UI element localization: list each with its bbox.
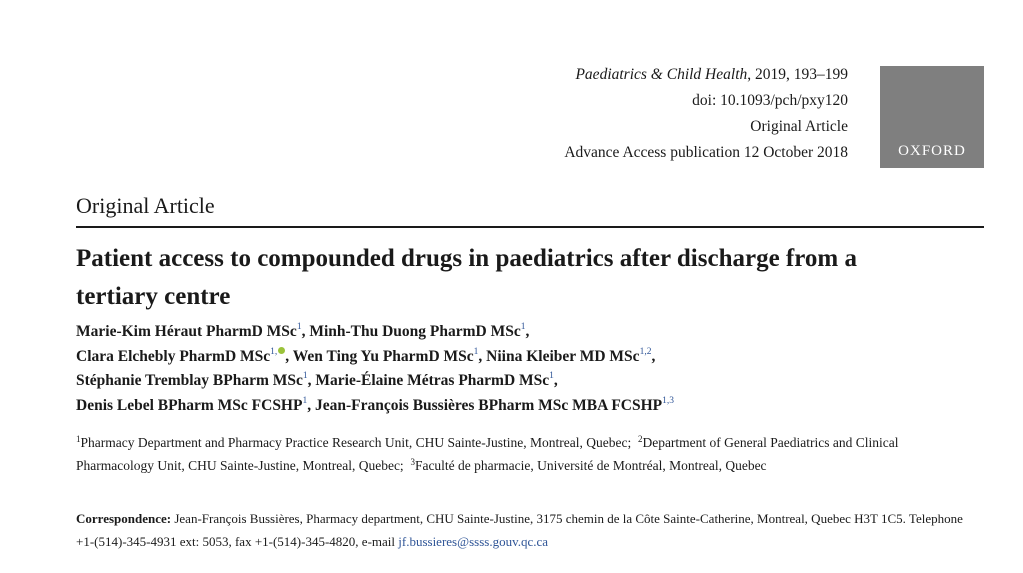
affiliation-ref[interactable]: 1, — [270, 346, 278, 357]
journal-citation — [564, 62, 848, 88]
doi[interactable]: doi: 10.1093/pch/pxy120 — [692, 92, 848, 109]
publisher-name: OXFORD — [898, 143, 966, 159]
correspondence-label: Correspondence: — [76, 511, 172, 526]
author: Marie-Élaine Métras PharmD MSc — [315, 372, 550, 389]
article-title: Patient access to compounded drugs in paediatrics after discharge from a tertiary centre — [76, 245, 857, 310]
author: Stéphanie Tremblay BPharm MSc — [76, 372, 303, 389]
affiliation-ref[interactable]: 1 — [302, 371, 308, 381]
correspondence-email[interactable]: jf.bussieres@ssss.gouv.qc.ca — [398, 534, 549, 549]
author-list: Marie-Kim Héraut PharmD MSc$^1$, Minh-Thu Duong PharmD MSc$^1$, Clara Elchebly PharmD MSc$^{1,}$ , Wen Ting Yu PharmD MSc$^1$, Niina Kleiber MD MSc$^{1,2}$, Stéphanie Tremblay BPharm MSc$^1$, Marie-Élaine Métras PharmD MSc$^1$, Denis Lebel BPharm MSc FCSHP$^1$, Jean-François Bussières BPharm MSc MBA FCSHP$^{1,3}$ — [76, 322, 674, 414]
affiliation-number: 2 — [637, 434, 643, 444]
author: Minh-Thu Duong PharmD MSc — [309, 323, 521, 340]
advance-access: Advance Access publication 12 October 2018 — [564, 144, 848, 161]
author: Niina Kleiber MD MSc — [486, 347, 640, 365]
affiliation-text: Pharmacy Department and Pharmacy Practice Research Unit, CHU Sainte-Justine, Montreal, Quebec; — [80, 435, 632, 450]
affiliation-ref[interactable]: 1,2 — [639, 346, 652, 357]
author: Jean-François Bussières BPharm MSc MBA FCSHP — [314, 396, 663, 414]
author: Denis Lebel BPharm MSc FCSHP — [76, 396, 303, 414]
affiliation-number: 3 — [410, 457, 415, 467]
affiliations — [76, 431, 956, 477]
affiliation-ref[interactable]: 1 — [302, 395, 308, 406]
affiliation-text: Faculté de pharmacie, Université de Montréal, Montreal, Quebec — [414, 458, 767, 473]
affiliation-ref[interactable]: 1 — [296, 322, 302, 332]
affiliation-text: Department of General Paediatrics and Clinical Pharmacology Unit, CHU Sainte-Justine, Montreal, Quebec; — [76, 435, 899, 473]
correspondence-text: Jean-François Bussières, Pharmacy department, CHU Sainte-Justine, 3175 chemin de la Côte Sainte-Catherine, Montreal, Quebec H3T 1C5. Telephone +1-(514)-345-4931 ext: 5053, fax +1-(514)-345-4820, e-mail — [76, 511, 963, 549]
article-type: Original Article — [750, 118, 848, 135]
article-meta — [564, 62, 848, 166]
affiliation-ref[interactable]: 1 — [520, 322, 526, 332]
affiliation-ref[interactable]: 1 — [473, 346, 479, 357]
author: Marie-Kim Héraut PharmD MSc — [76, 323, 297, 340]
publisher-logo — [880, 66, 984, 168]
author: Wen Ting Yu PharmD MSc — [292, 347, 474, 365]
correspondence — [76, 507, 976, 553]
affiliation-ref[interactable]: 1,3 — [662, 395, 674, 406]
affiliation-number: 1 — [76, 434, 81, 444]
orcid-icon[interactable] — [278, 347, 285, 354]
author: Clara Elchebly PharmD MSc — [76, 347, 271, 365]
header-divider — [76, 226, 984, 228]
section-label: Original Article — [76, 193, 215, 218]
affiliation-ref[interactable]: 1 — [549, 371, 554, 381]
journal-name: Paediatrics & Child Health — [575, 66, 748, 83]
citation-details: , 2019, 193–199 — [747, 66, 848, 83]
